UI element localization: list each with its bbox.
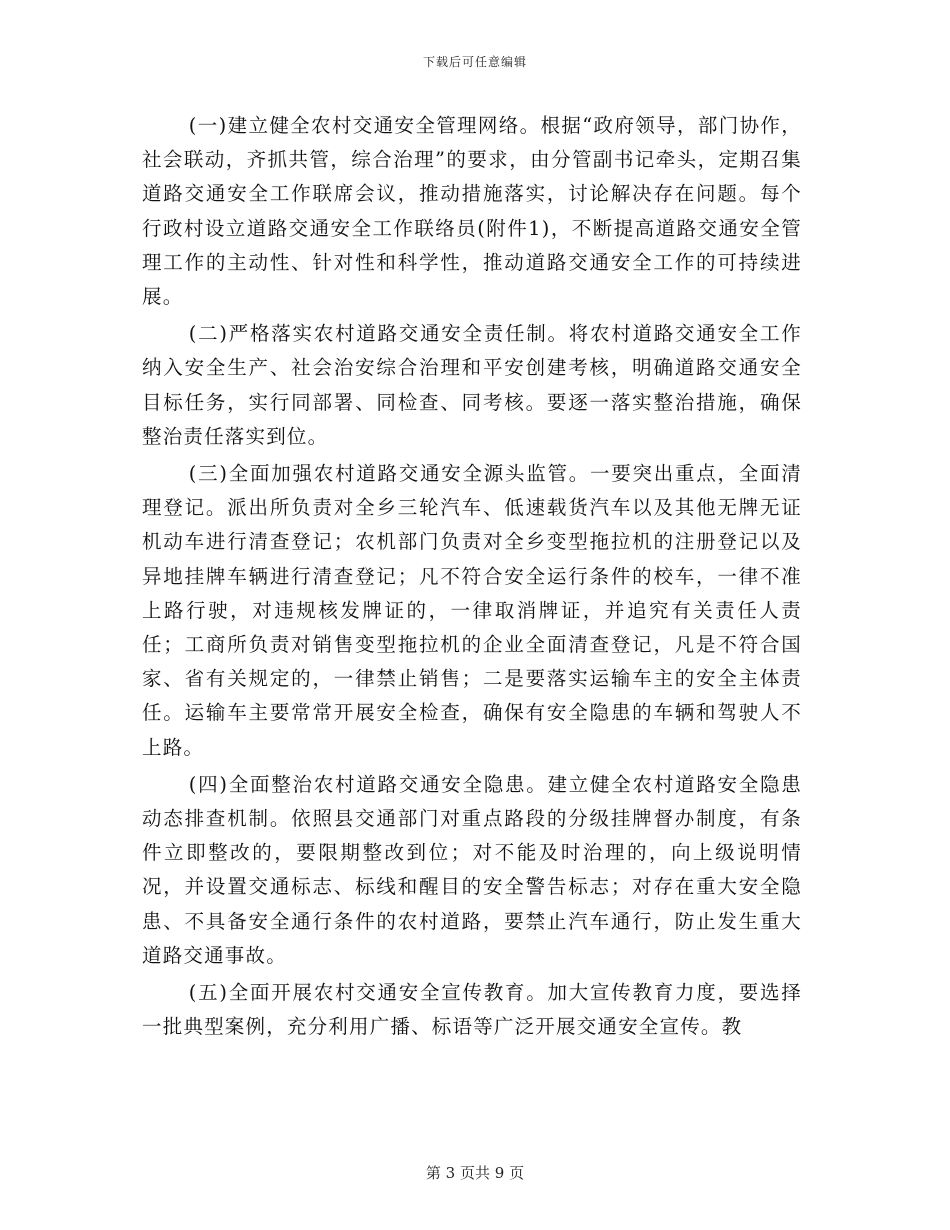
paragraph-1: (一)建立健全农村交通安全管理网络。根据“政府领导，部门协作，社会联动，齐抓共管，综合治理”的要求，由分管副书记牵头，定期召集道路交通安全工作联席会议，推动措施落实，讨论解决存在问题。每个行政村设立道路交通安全工作联络员(附件1)，不断提高道路交通安全管理工作的主动性、针对性和科学性，推动道路交通安全工作的可持续进展。 bbox=[142, 114, 802, 309]
paragraph-5: (五)全面开展农村交通安全宣传教育。加大宣传教育力度，要选择一批典型案例，充分利用广播、标语等广泛开展交通安全宣传。教 bbox=[142, 981, 802, 1039]
page-header: 下载后可任意编辑 bbox=[422, 55, 527, 69]
document-body bbox=[142, 109, 802, 1047]
page-footer: 第 3 页共 9 页 bbox=[425, 1164, 525, 1182]
paragraph-3: (三)全面加强农村道路交通安全源头监管。一要突出重点，全面清理登记。派出所负责对全乡三轮汽车、低速载货汽车以及其他无牌无证机动车进行清查登记；农机部门负责对全乡变型拖拉机的注册登记以及异地挂牌车辆进行清查登记；凡不符合安全运行条件的校车，一律不准上路行驶，对违规核发牌证的，一律取消牌证，并追究有关责任人责任；工商所负责对销售变型拖拉机的企业全面清查登记，凡是不符合国家、省有关规定的，一律禁止销售；二是要落实运输车主的安全主体责任。运输车主要常常开展安全检查，确保有安全隐患的车辆和驾驶人不上路。 bbox=[142, 462, 802, 759]
paragraph-2: (二)严格落实农村道路交通安全责任制。将农村道路交通安全工作纳入安全生产、社会治安综合治理和平安创建考核，明确道路交通安全目标任务，实行同部署、同检查、同考核。要逐一落实整治措施，确保整治责任落实到位。 bbox=[142, 322, 802, 448]
paragraph-4: (四)全面整治农村道路交通安全隐患。建立健全农村道路安全隐患动态排查机制。依照县交通部门对重点路段的分级挂牌督办制度，有条件立即整改的，要限期整改到位；对不能及时治理的，向上级说明情况，并设置交通标志、标线和醒目的安全警告标志；对存在重大安全隐患、不具备安全通行条件的农村道路，要禁止汽车通行，防止发生重大道路交通事故。 bbox=[142, 772, 802, 967]
